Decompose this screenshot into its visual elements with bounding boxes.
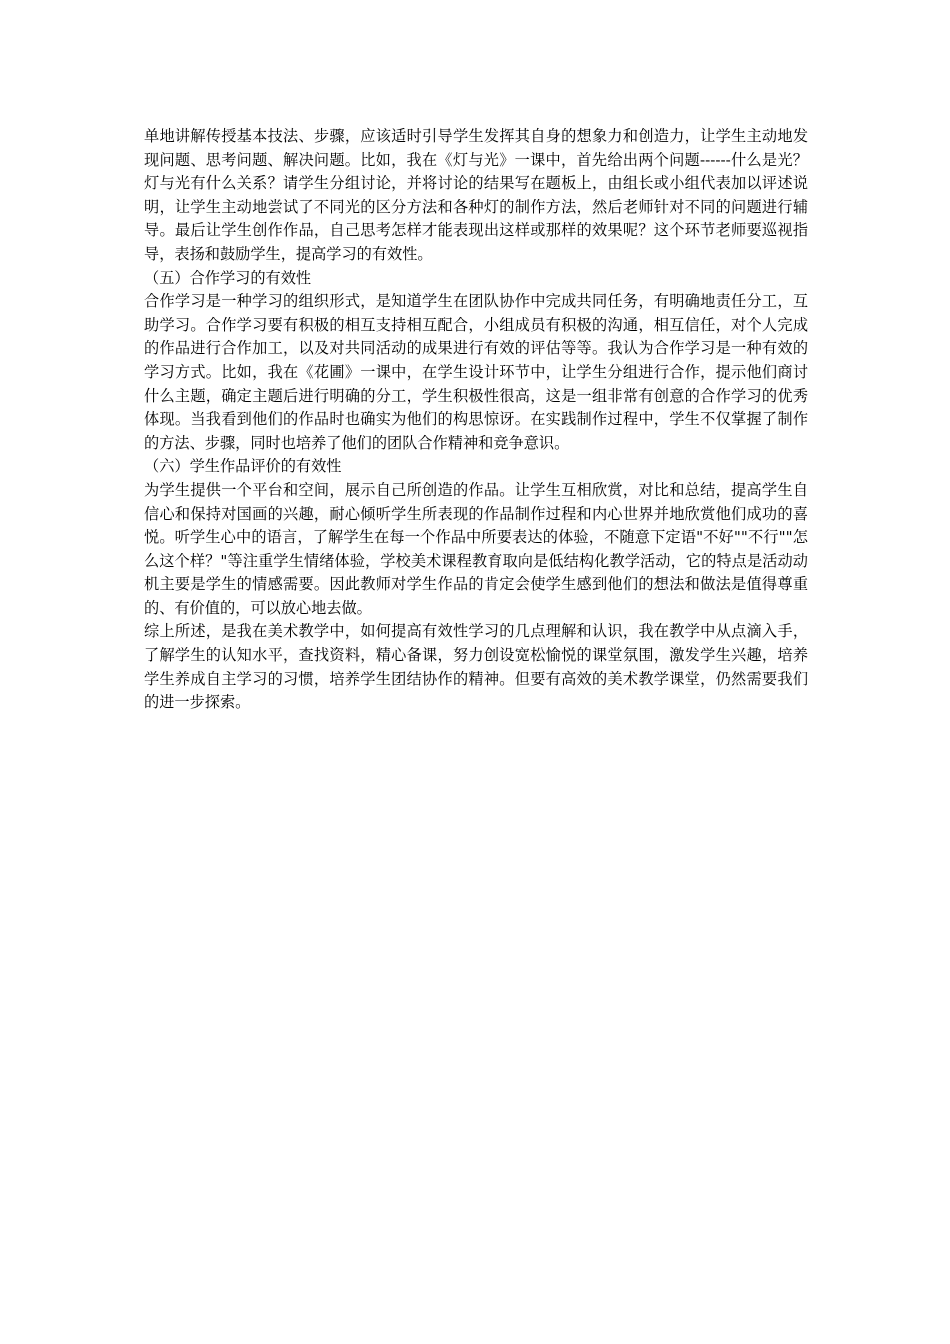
section-heading-work-evaluation: （六）学生作品评价的有效性 xyxy=(144,457,342,476)
paragraph-work-evaluation: 为学生提供一个平台和空间，展示自己所创造的作品。让学生互相欣赏，对比和总结，提高学生自信心和保持对国画的兴趣，耐心倾听学生所表现的作品制作过程和内心世界并地欣赏他们成功的喜悦。听学生心中的语言，了解学生在每一个作品中所要表达的体验，不随意下定语"不好""不行""怎么这个样？"等注重学生情绪体验，学校美术课程教育取向是低结构化教学活动，它的特点是活动动机主要是学生的情感需要。因此教师对学生作品的肯定会使学生感到他们的想法和做法是值得尊重的、有价值的，可以放心地去做。 xyxy=(144,480,808,617)
paragraph-conclusion: 综上所述，是我在美术教学中，如何提高有效性学习的几点理解和认识，我在教学中从点滴入手，了解学生的认知水平，查找资料，精心备课，努力创设宽松愉悦的课堂氛围，激发学生兴趣，培养学生养成自主学习的习惯，培养学生团结协作的精神。但要有高效的美术教学课堂，仍然需要我们的进一步探索。 xyxy=(144,622,808,712)
section-heading-cooperative-learning: （五）合作学习的有效性 xyxy=(144,268,312,287)
document-body xyxy=(144,125,808,715)
paragraph-creative-thinking: 单地讲解传授基本技法、步骤，应该适时引导学生发挥其自身的想象力和创造力，让学生主动地发现问题、思考问题、解决问题。比如，我在《灯与光》一课中，首先给出两个问题------什么是光？灯与光有什么关系？请学生分组讨论，并将讨论的结果写在题板上，由组长或小组代表加以评述说明，让学生主动地尝试了不同光的区分方法和各种灯的制作方法，然后老师针对不同的问题进行辅导。最后让学生创作作品，自己思考怎样才能表现出这样或那样的效果呢？这个环节老师要巡视指导，表扬和鼓励学生，提高学习的有效性。 xyxy=(144,127,808,263)
paragraph-cooperative-learning: 合作学习是一种学习的组织形式，是知道学生在团队协作中完成共同任务，有明确地责任分工，互助学习。合作学习要有积极的相互支持相互配合，小组成员有积极的沟通，相互信任，对个人完成的作品进行合作加工，以及对共同活动的成果进行有效的评估等等。我认为合作学习是一种有效的学习方式。比如，我在《花圃》一课中，在学生设计环节中，让学生分组进行合作，提示他们商讨什么主题，确定主题后进行明确的分工，学生积极性很高，这是一组非常有创意的合作学习的优秀体现。当我看到他们的作品时也确实为他们的构思惊讶。在实践制作过程中，学生不仅掌握了制作的方法、步骤，同时也培养了他们的团队合作精神和竞争意识。 xyxy=(144,292,808,452)
